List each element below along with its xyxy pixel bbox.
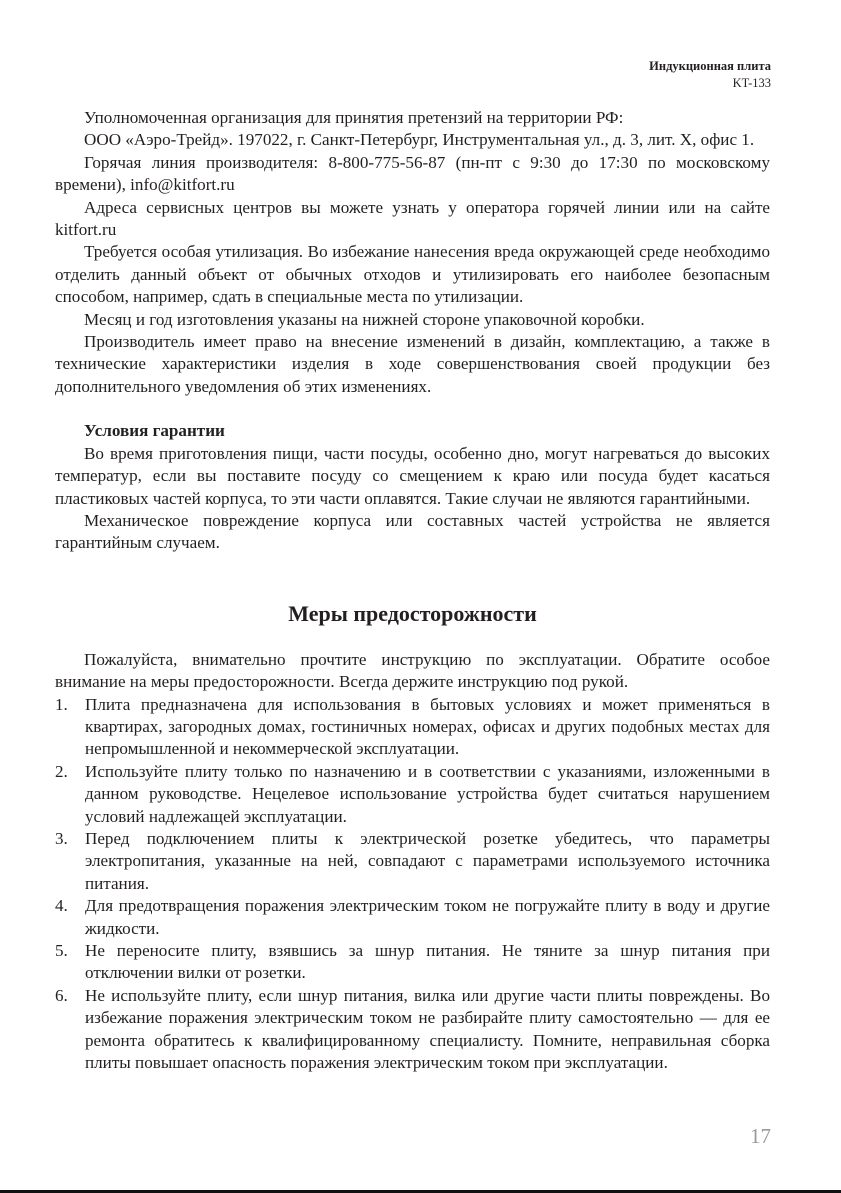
list-item-text: Не переносите плиту, взявшись за шнур питания. Не тяните за шнур питания при отключении вилки от розетки. — [85, 941, 770, 983]
list-item — [55, 895, 770, 940]
precautions-heading: Меры предосторожности — [288, 600, 537, 626]
list-item-number: 2. — [55, 761, 68, 781]
hotline-paragraph: Горячая линия производителя: 8-800-775-56-87 (пн-пт с 9:30 до 17:30 по московскому времени), info@kitfort.ru — [55, 152, 770, 195]
manufacture-date-paragraph: Месяц и год изготовления указаны на нижней стороне упаковочной коробки. — [84, 309, 645, 329]
list-item-number: 6. — [55, 985, 68, 1005]
list-item-text: Плита предназначена для использования в бытовых условиях и может применяться в квартирах, загородных домах, гостиничных номерах, офисах и других подобных местах для непромышленной и некоммерческой эксплуатации. — [85, 694, 770, 759]
changes-notice-paragraph: Производитель имеет право на внесение изменений в дизайн, комплектацию, а также в технические характеристики изделия в ходе совершенствования своей продукции без дополнительного уведомления об этих изменениях. — [55, 332, 770, 396]
list-item-number: 5. — [55, 941, 68, 960]
list-item-number: 3. — [55, 828, 68, 848]
precautions-intro: Пожалуйста, внимательно прочтите инструкцию по эксплуатации. Обратите особое внимание на меры предосторожности. Всегда держите инструкцию под рукой. — [55, 649, 770, 692]
header-model-code: KT-133 — [732, 76, 771, 90]
list-item-text: Перед подключением плиты к электрической розетке убедитесь, что параметры электропитания, указанные на ней, совпадают с параметрами используемого источника питания. — [85, 828, 770, 893]
page-number: 17 — [750, 1124, 771, 1148]
warranty-heading: Условия гарантии — [84, 421, 225, 441]
list-item-number: 1. — [55, 694, 68, 714]
running-header — [649, 58, 771, 92]
list-item-number: 4. — [55, 896, 68, 916]
list-item — [55, 828, 770, 895]
list-item — [55, 694, 770, 761]
warranty-paragraph: Во время приготовления пищи, части посуды, особенно дно, могут нагреваться до высоких температур, если вы поставите посуду со смещением к краю или посуда будет касаться пластиковых частей корпуса, то эти части оплавятся. Такие случаи не являются гарантийными. — [55, 443, 770, 508]
disposal-paragraph: Требуется особая утилизация. Во избежание нанесения вреда окружающей среде необходимо отделить данный объект от обычных отходов и утилизировать его наиболее безопасным способом, например, сдать в специальные места по утилизации. — [55, 242, 770, 307]
service-centers-paragraph: Адреса сервисных центров вы можете узнать у оператора горячей линии или на сайте kitfort.ru — [55, 197, 770, 240]
page-content — [55, 107, 770, 1074]
list-item-text: Не используйте плиту, если шнур питания, вилка или другие части плиты повреждены. Во избежание поражения электрическим током не разбирайте плиту самостоятельно — для ее ремонта обратитесь к квалифицированному специалисту. Помните, неправильная сборка плиты повышает опасность поражения электрическим током при эксплуатации. — [85, 985, 770, 1073]
header-product-name: Индукционная плита — [649, 59, 771, 73]
list-item — [55, 940, 770, 985]
list-item-text: Для предотвращения поражения электрическим током не погружайте плиту в воду и другие жидкости. — [85, 896, 770, 938]
warranty-paragraph: Механическое повреждение корпуса или составных частей устройства не является гарантийным случаем. — [55, 510, 770, 553]
list-item — [55, 985, 770, 1075]
list-item — [55, 761, 770, 828]
precautions-list — [55, 694, 770, 1075]
list-item-text: Используйте плиту только по назначению и в соответствии с указаниями, изложенными в данном руководстве. Нецелевое использование устройства будет считаться нарушением условий надлежащей эксплуатации. — [85, 761, 770, 826]
authorized-org-address: ООО «Аэро-Трейд». 197022, г. Санкт-Петербург, Инструментальная ул., д. 3, лит. Х, офис 1. — [84, 130, 755, 150]
authorized-org-line: Уполномоченная организация для принятия претензий на территории РФ: — [84, 108, 624, 127]
